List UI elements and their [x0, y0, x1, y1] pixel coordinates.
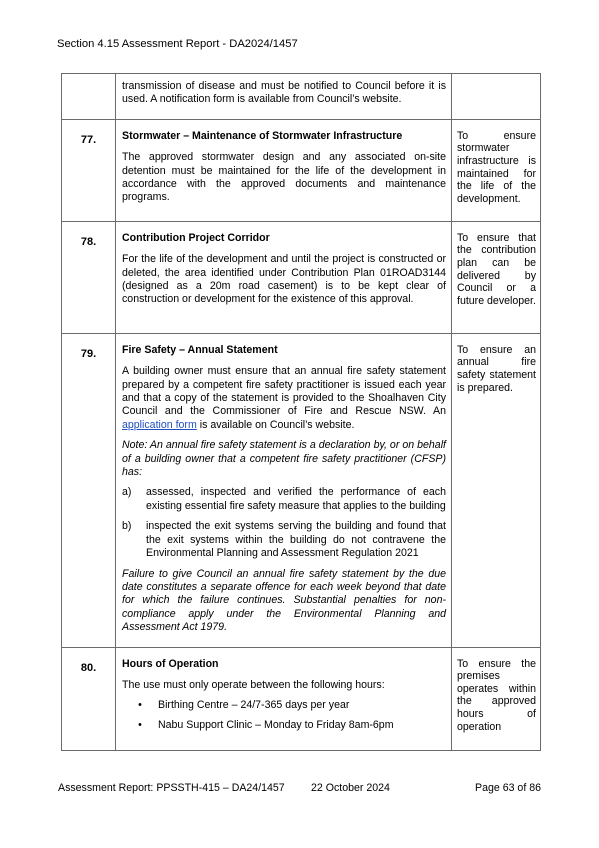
- table-row: [62, 119, 541, 221]
- condition-text: [116, 333, 452, 647]
- condition-title: Fire Safety – Annual Statement: [122, 343, 278, 356]
- table-row: [62, 647, 541, 751]
- footer-page-number: Page 63 of 86: [475, 782, 541, 794]
- list-item-text: Birthing Centre – 24/7-365 days per year: [158, 699, 350, 712]
- paragraph-text: is available on Council’s website.: [196, 418, 355, 431]
- condition-number: [62, 74, 116, 120]
- paragraph-text: A building owner must ensure that an annual fire safety statement prepared by a competent fire safety practitioner is issued each year and that a copy of the statement is provided to the Shoalhaven City Council and the Commissioner of Fire and Rescue NSW. An: [122, 365, 446, 418]
- bullet-icon: •: [138, 718, 142, 731]
- condition-paragraph: The approved stormwater design and any associated on-site detention must be maintained for the life of the development in accordance with the approved documents and maintenance programs.: [122, 151, 446, 204]
- page-header: Section 4.15 Assessment Report - DA2024/1457: [57, 38, 298, 50]
- condition-text: [116, 647, 452, 751]
- list-item-label: b): [122, 520, 132, 533]
- condition-number: 80.: [62, 647, 116, 751]
- condition-reason: To ensure that the contribution plan can be delivered by Council or a future developer.: [452, 221, 541, 333]
- condition-text: [116, 74, 452, 120]
- list-item: [122, 520, 446, 560]
- footer-date: 22 October 2024: [311, 782, 390, 794]
- condition-title: Hours of Operation: [122, 657, 219, 670]
- condition-number: 79.: [62, 333, 116, 647]
- application-form-link[interactable]: application form: [122, 418, 197, 431]
- list-item-text: Nabu Support Clinic – Monday to Friday 8am-6pm: [158, 718, 394, 731]
- condition-reason: To ensure the premises operates within the approved hours of operation: [452, 647, 541, 751]
- condition-reason: To ensure an annual fire safety statement is prepared.: [452, 333, 541, 647]
- conditions-table: [61, 73, 541, 751]
- list-item: [122, 486, 446, 513]
- condition-paragraph: transmission of disease and must be notified to Council before it is used. A notification form is available from Council’s website.: [122, 80, 446, 106]
- condition-reason: To ensure stormwater infrastructure is maintained for the life of the development.: [452, 119, 541, 221]
- bullet-icon: •: [138, 699, 142, 712]
- bullet-list: [122, 699, 446, 732]
- condition-note: Note: An annual fire safety statement is a declaration by, or on behalf of a building owner that a competent fire safety practitioner (CFSP) has:: [122, 439, 446, 479]
- list-item: [122, 719, 446, 732]
- list-item-text: assessed, inspected and verified the performance of each existing essential fire safety measure that applies to the building: [146, 486, 446, 512]
- condition-paragraph: For the life of the development and until the project is constructed or deleted, the area identified under Contribution Plan 01ROAD3144 (designed as a 20m road casement) is to be kept clear of construction or development for the existence of this approval.: [122, 253, 446, 306]
- condition-paragraph: [122, 365, 446, 432]
- condition-number: 78.: [62, 221, 116, 333]
- condition-number: 77.: [62, 119, 116, 221]
- lettered-list: [122, 486, 446, 560]
- list-item: [122, 699, 446, 712]
- condition-text: [116, 221, 452, 333]
- condition-penalty: Failure to give Council an annual fire safety statement by the due date constitutes a separate offence for each week beyond that date for which the failure continues. Substantial penalties for non-compliance apply under the Environmental Planning and Assessment Act 1979.: [122, 567, 446, 634]
- condition-title: Stormwater – Maintenance of Stormwater Infrastructure: [122, 129, 403, 142]
- table-row: [62, 221, 541, 333]
- condition-title: Contribution Project Corridor: [122, 231, 270, 244]
- condition-paragraph: The use must only operate between the following hours:: [122, 678, 385, 691]
- table-row: [62, 333, 541, 647]
- footer-report-ref: Assessment Report: PPSSTH-415 – DA24/1457: [58, 782, 285, 794]
- list-item-text: inspected the exit systems serving the building and found that the exit systems within the building do not contravene the Environmental Planning and Assessment Regulation 2021: [146, 520, 446, 560]
- condition-reason: [452, 74, 541, 120]
- table-row: [62, 74, 541, 120]
- condition-text: [116, 119, 452, 221]
- list-item-label: a): [122, 486, 132, 499]
